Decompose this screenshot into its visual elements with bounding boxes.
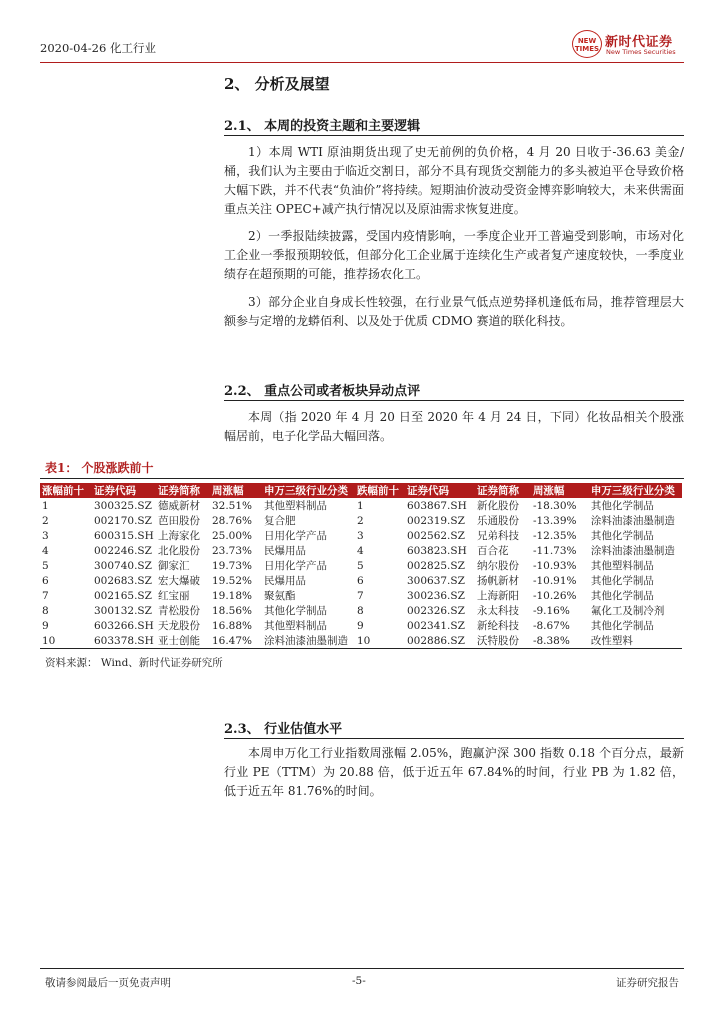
table-cell: 亚士创能 <box>156 633 210 649</box>
subsection-title-2-3: 2.3、 行业估值水平 <box>224 722 343 737</box>
table-cell: 300132.SZ <box>93 604 152 617</box>
table-cell: 23.73% <box>211 544 252 557</box>
table-cell: 002683.SZ <box>93 574 152 587</box>
table-cell: 聚氨酯 <box>264 590 296 602</box>
table-cell: -8.67% <box>532 619 570 632</box>
table-title-divider <box>40 478 684 479</box>
table-cell: 19.52% <box>211 574 252 587</box>
table-cell: 德威新材 <box>157 500 200 512</box>
paragraph-4: 本周（指 2020 年 4 月 20 日至 2020 年 4 月 24 日，下同）化妆品相关个股涨幅居前，电子化学品大幅回落。 <box>224 410 684 443</box>
table-cell: 002886.SZ <box>405 633 475 649</box>
table-cell: 涂料油漆油墨制造 <box>590 515 675 527</box>
column-header: 周涨幅 <box>210 483 262 498</box>
column-header: 涨幅前十 <box>40 483 92 498</box>
table-cell: 民爆用品 <box>264 545 306 557</box>
table-cell: 永太科技 <box>476 605 519 617</box>
subsection-title-2-1: 2.1、 本周的投资主题和主要逻辑 <box>224 119 421 134</box>
table-cell: 002341.SZ <box>406 619 465 632</box>
table-cell: -9.16% <box>532 604 570 617</box>
table-cell: 8 <box>356 604 364 617</box>
table-cell: -11.73% <box>532 544 577 557</box>
subsection-divider <box>224 135 684 136</box>
logo-name: 新时代证券 <box>605 35 673 50</box>
table-cell: 涂料油漆油墨制造 <box>262 633 355 649</box>
table-row <box>40 603 682 618</box>
table-cell: 其他化学制品 <box>590 530 654 542</box>
footer-disclaimer: 敬请参阅最后一页免责声明 <box>45 977 171 989</box>
table-cell: 1 <box>42 499 49 512</box>
table-source: 资料来源： Wind、新时代证券研究所 <box>45 657 223 669</box>
table-cell: 19.18% <box>211 589 252 602</box>
section-title: 2、 分析及展望 <box>224 75 330 93</box>
table-cell: 上海家化 <box>157 530 200 542</box>
table-row <box>40 513 682 528</box>
table-cell: 芭田股份 <box>157 515 200 527</box>
table-cell: -10.91% <box>532 574 577 587</box>
table-cell: -12.35% <box>532 529 577 542</box>
stock-movers-table <box>40 483 682 649</box>
subsection-title-2-2: 2.2、 重点公司或者板块异动点评 <box>224 384 421 399</box>
logo-badge-icon: NEW TIMES <box>572 30 602 58</box>
column-header: 证券代码 <box>405 483 475 498</box>
table-cell: 7 <box>356 589 364 602</box>
table-row <box>40 543 682 558</box>
table-cell: 9 <box>42 619 49 632</box>
table-cell: 民爆用品 <box>264 575 306 587</box>
table-cell: 乐通股份 <box>476 515 519 527</box>
table-cell: 16.88% <box>211 619 252 632</box>
table-cell: 7 <box>42 589 49 602</box>
table-cell: 5 <box>356 559 364 572</box>
table-cell: -10.93% <box>532 559 577 572</box>
table-cell: 28.76% <box>211 514 252 527</box>
table-cell: 002825.SZ <box>406 559 465 572</box>
table-cell: 6 <box>356 574 364 587</box>
table-cell: 002165.SZ <box>93 589 152 602</box>
subsection-divider <box>224 738 684 739</box>
table-cell: 9 <box>356 619 364 632</box>
table-cell: 300740.SZ <box>93 559 152 572</box>
table-row <box>40 618 682 633</box>
table-cell: 其他塑料制品 <box>590 560 654 572</box>
table-cell: 其他塑料制品 <box>264 500 327 512</box>
table-cell: 百合花 <box>476 545 509 557</box>
column-header: 申万三级行业分类 <box>262 483 355 498</box>
table-row <box>40 633 682 649</box>
footer-report-type: 证券研究报告 <box>616 977 679 989</box>
table-cell: 002326.SZ <box>406 604 465 617</box>
table-cell: 300637.SZ <box>406 574 465 587</box>
table-cell: 新化股份 <box>476 500 519 512</box>
table-row <box>40 573 682 588</box>
table-cell: 10 <box>355 633 405 649</box>
table-cell: 北化股份 <box>157 545 200 557</box>
table-row <box>40 558 682 573</box>
logo-english-name: New Times Securities <box>606 48 676 56</box>
table-cell: 红宝丽 <box>157 590 190 602</box>
subsection-divider <box>224 400 684 401</box>
table-cell: 新纶科技 <box>476 620 519 632</box>
table-cell: 天龙股份 <box>157 620 200 632</box>
column-header: 跌幅前十 <box>355 483 405 498</box>
table-cell: 其他塑料制品 <box>264 620 327 632</box>
header-divider <box>40 62 684 63</box>
table-cell: 603266.SH <box>93 619 154 632</box>
table-cell: 32.51% <box>211 499 252 512</box>
table-cell: 3 <box>42 529 49 542</box>
table-header-row <box>40 483 682 498</box>
table-cell: 沃特股份 <box>475 633 531 649</box>
column-header: 申万三级行业分类 <box>589 483 682 498</box>
table-cell: 002246.SZ <box>93 544 152 557</box>
table-cell: 其他化学制品 <box>590 590 654 602</box>
table-cell: 4 <box>42 544 49 557</box>
paragraph-3: 3）部分企业自身成长性较强，在行业景气低点逆势择机逢低布局，推荐管理层大额参与定增的龙蟒佰利、以及处于优质 CDMO 赛道的联化科技。 <box>224 295 684 328</box>
table-cell: -10.26% <box>532 589 577 602</box>
table-cell: 002562.SZ <box>406 529 465 542</box>
table-cell: 8 <box>42 604 49 617</box>
table-cell: 3 <box>356 529 364 542</box>
table-cell: 改性塑料 <box>589 633 682 649</box>
table-cell: 兄弟科技 <box>476 530 519 542</box>
table-cell: 日用化学产品 <box>264 560 327 572</box>
table-cell: 25.00% <box>211 529 252 542</box>
table-cell: 6 <box>42 574 49 587</box>
table-row <box>40 498 682 513</box>
table-cell: 上海新阳 <box>476 590 519 602</box>
table-cell: 16.47% <box>210 633 262 649</box>
table-cell: 4 <box>356 544 364 557</box>
table-cell: -8.38% <box>531 633 589 649</box>
table-cell: 复合肥 <box>264 515 296 527</box>
table-cell: 600315.SH <box>93 529 154 542</box>
table-cell: 其他化学制品 <box>590 575 654 587</box>
table-cell: 1 <box>356 499 364 512</box>
table-cell: 其他化学制品 <box>264 605 327 617</box>
table-cell: 扬帆新材 <box>476 575 519 587</box>
company-logo <box>572 30 692 60</box>
table-cell: 19.73% <box>211 559 252 572</box>
table-cell: 300236.SZ <box>406 589 465 602</box>
table-cell: -13.39% <box>532 514 577 527</box>
table-cell: 宏大爆破 <box>157 575 200 587</box>
table-cell: 002319.SZ <box>406 514 465 527</box>
page-number: -5- <box>352 975 366 987</box>
paragraph-1: 1）本周 WTI 原油期货出现了史无前例的负价格，4 月 20 日收于-36.63 美金/桶，我们认为主要由于临近交割日，部分不具有现货交割能力的多头被迫平仓导致价格大幅下跌，并不代表“负油价”将持续。短期油价波动受资金博弈影响较大，未来供需面重点关注 OPEC+减产执行情况以及原油需求恢复进度。 <box>224 145 684 216</box>
footer-divider <box>40 968 684 969</box>
column-header: 证券简称 <box>475 483 531 498</box>
table-cell: 300325.SZ <box>93 499 152 512</box>
column-header: 周涨幅 <box>531 483 589 498</box>
table-cell: 603867.SH <box>406 499 467 512</box>
table-row <box>40 528 682 543</box>
column-header: 证券简称 <box>156 483 210 498</box>
table-cell: 涂料油漆油墨制造 <box>590 545 675 557</box>
table-cell: 603823.SH <box>406 544 467 557</box>
table-cell: 御家汇 <box>157 560 190 572</box>
table-cell: -18.30% <box>532 499 577 512</box>
table-cell: 603378.SH <box>92 633 156 649</box>
column-header: 证券代码 <box>92 483 156 498</box>
table-cell: 氟化工及制冷剂 <box>590 605 665 617</box>
table-cell: 2 <box>356 514 364 527</box>
table-cell: 10 <box>40 633 92 649</box>
table-cell: 2 <box>42 514 49 527</box>
table-title: 表1： 个股涨跌前十 <box>45 461 154 475</box>
table-cell: 002170.SZ <box>93 514 152 527</box>
paragraph-5: 本周申万化工行业指数周涨幅 2.05%，跑赢沪深 300 指数 0.18 个百分点，最新行业 PE（TTM）为 20.88 倍，低于近五年 67.84%的时间，行业 PB 为 1.82 倍，低于近五年 81.76%的时间。 <box>224 746 684 798</box>
table-cell: 青松股份 <box>157 605 200 617</box>
table-cell: 其他化学制品 <box>590 620 654 632</box>
table-cell: 5 <box>42 559 49 572</box>
table-cell: 日用化学产品 <box>264 530 327 542</box>
paragraph-2: 2）一季报陆续披露，受国内疫情影响，一季度企业开工普遍受到影响，市场对化工企业一季报预期较低，但部分化工企业属于连续化生产或者复产速度较快，一季度业绩存在超预期的可能，推荐扬农化工。 <box>224 229 684 281</box>
table-cell: 18.56% <box>211 604 252 617</box>
table-cell: 其他化学制品 <box>590 500 654 512</box>
header-date-section: 2020-04-26 化工行业 <box>40 41 156 55</box>
table-row <box>40 588 682 603</box>
table-cell: 纳尔股份 <box>476 560 519 572</box>
